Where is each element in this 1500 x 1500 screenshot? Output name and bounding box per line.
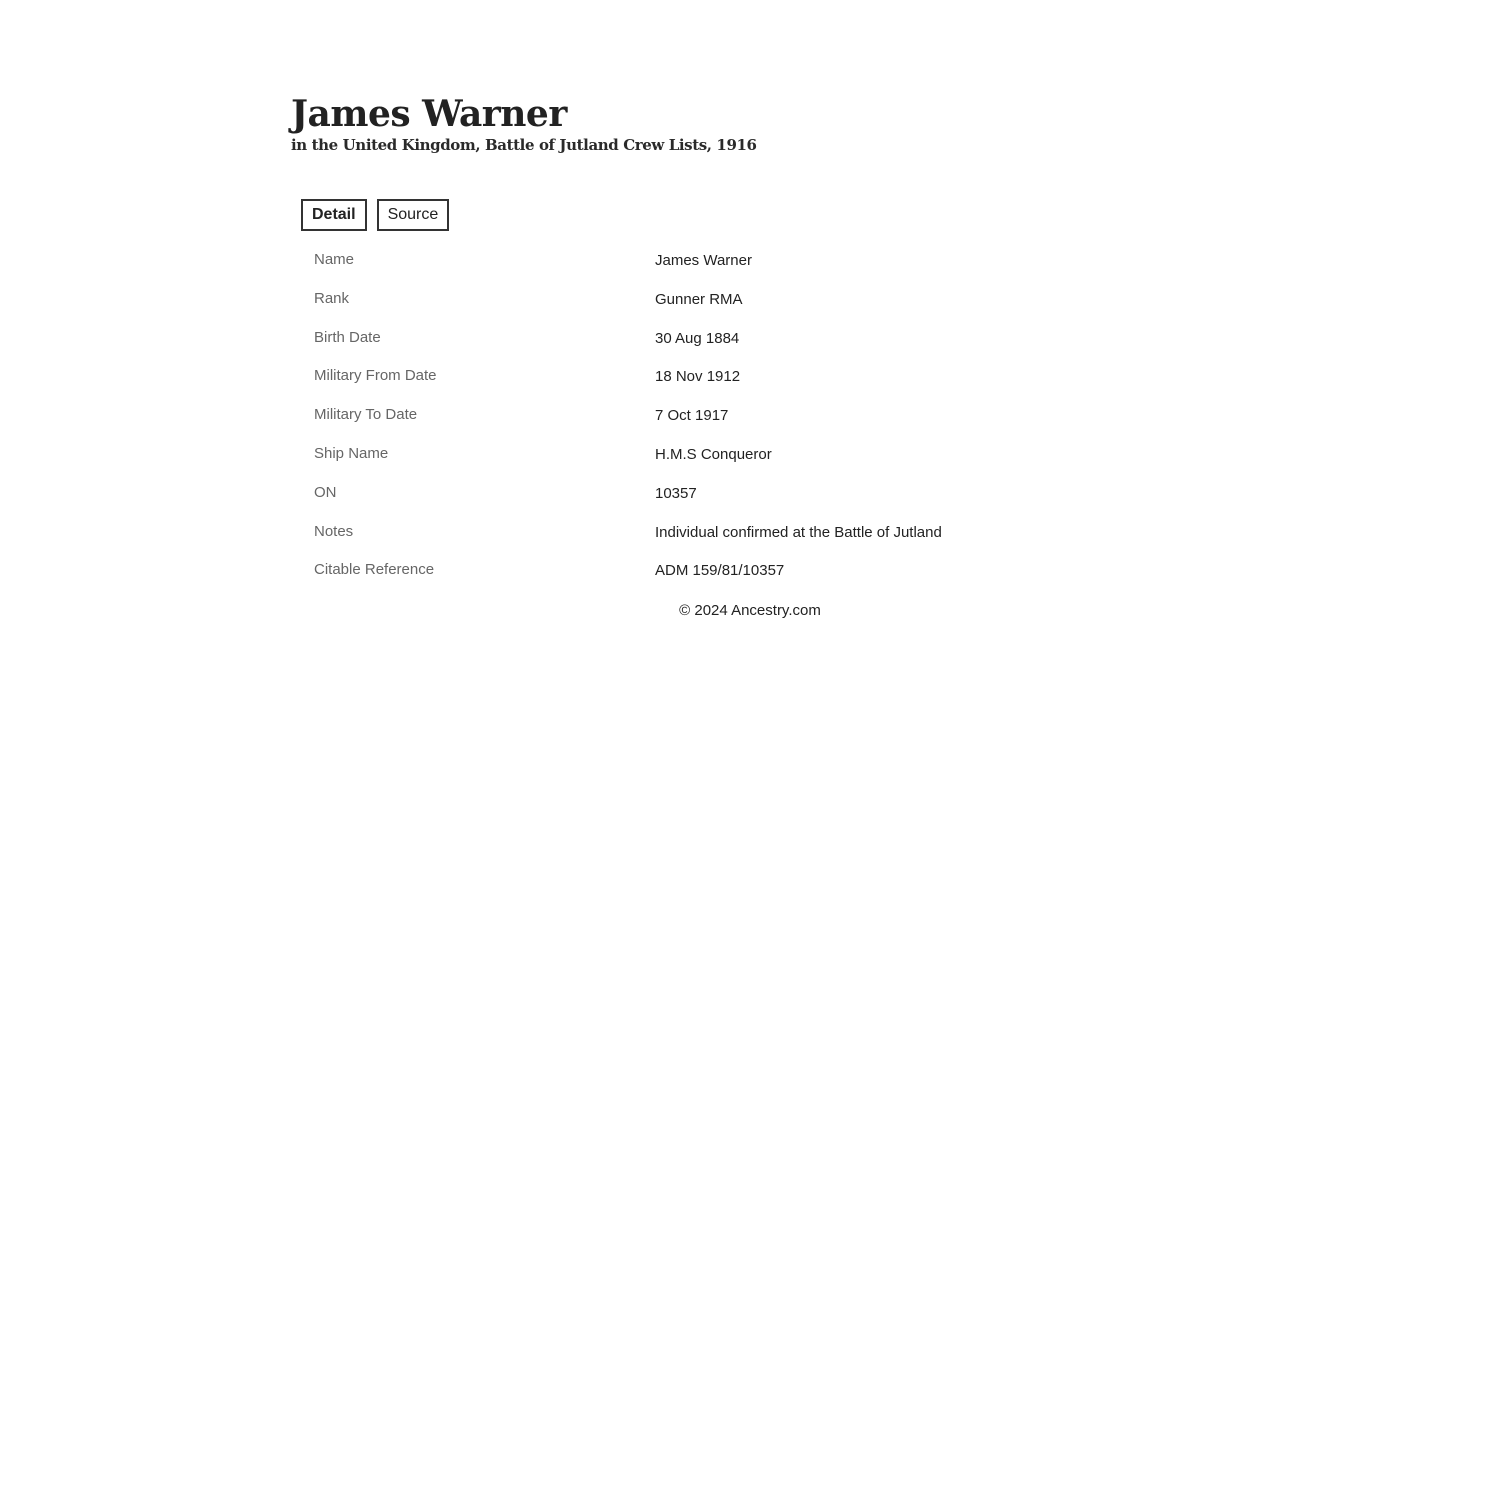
detail-table [314,250,1214,599]
detail-value: Individual confirmed at the Battle of Jutland [655,523,942,541]
detail-value: 30 Aug 1884 [655,329,740,347]
detail-value: 7 Oct 1917 [655,407,729,425]
tab-bar [301,199,449,231]
detail-row-rank [314,289,1214,328]
detail-row-birth-date [314,328,1214,367]
detail-value: 18 Nov 1912 [655,368,741,386]
detail-row-citable-reference [314,560,1214,599]
page-title: James Warner [291,93,567,135]
detail-label: Military To Date [314,406,418,424]
detail-row-name [314,250,1214,289]
detail-row-military-to-date [314,405,1214,444]
detail-label: Military From Date [314,367,437,385]
detail-row-on [314,483,1214,522]
detail-label: Name [314,251,355,268]
detail-value: H.M.S Conqueror [655,445,772,463]
record-header [291,94,757,154]
detail-label: Notes [314,522,354,540]
copyright-footer: © 2024 Ancestry.com [679,602,821,619]
detail-value: Gunner RMA [655,290,743,308]
page-subtitle: in the United Kingdom, Battle of Jutland Crew Lists, 1916 [291,136,757,154]
detail-label: Citable Reference [314,561,435,579]
tab-detail[interactable]: Detail [301,199,367,231]
detail-value: James Warner [655,252,752,269]
detail-value: ADM 159/81/10357 [655,562,785,580]
detail-label: Rank [314,289,350,307]
detail-row-ship-name [314,444,1214,483]
tab-source[interactable]: Source [377,199,450,231]
detail-row-notes [314,522,1214,561]
detail-label: ON [314,483,337,501]
detail-value: 10357 [655,484,697,502]
detail-label: Ship Name [314,444,389,462]
detail-row-military-from-date [314,366,1214,405]
detail-label: Birth Date [314,328,381,346]
